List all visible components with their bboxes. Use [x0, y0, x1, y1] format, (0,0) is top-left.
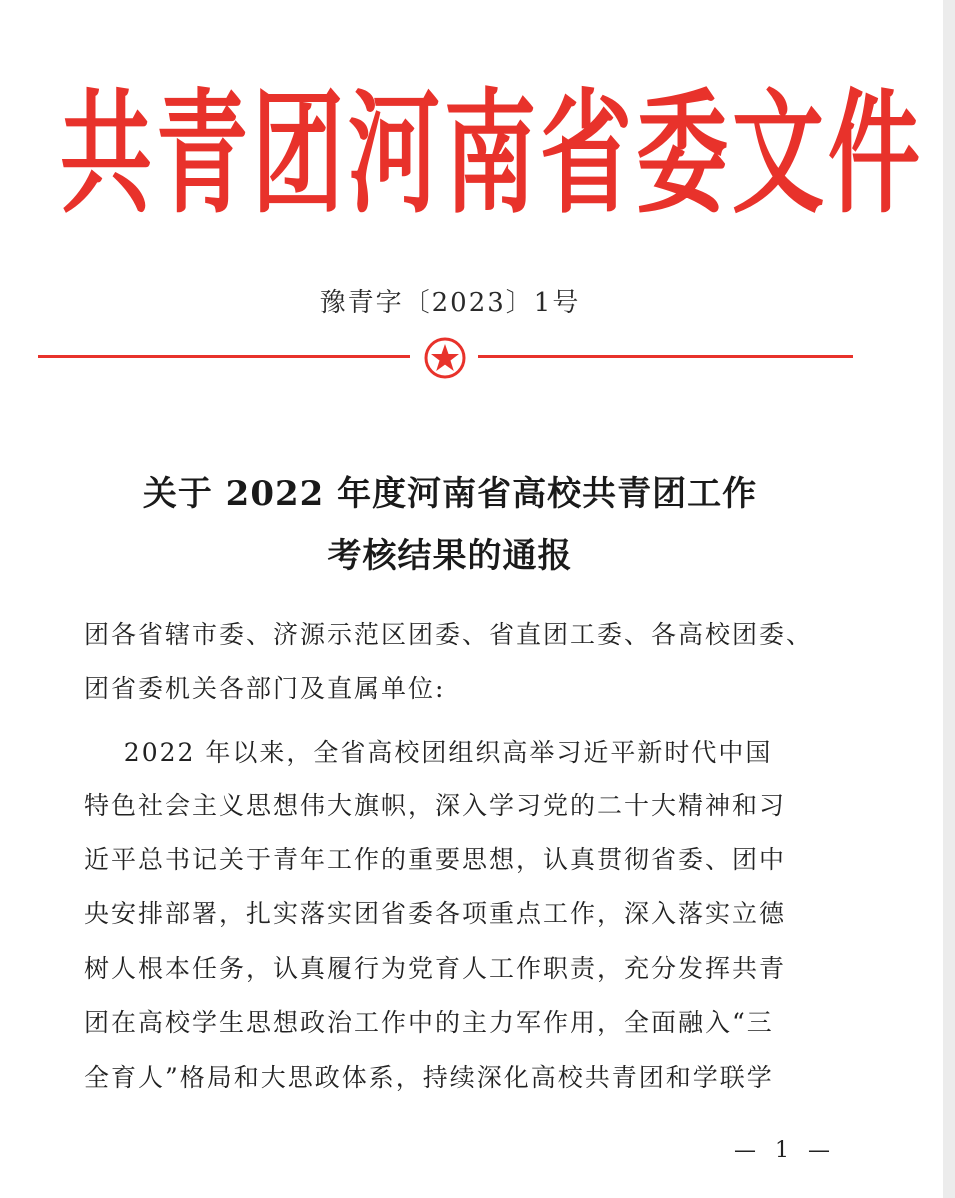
- red-separator-right: [478, 355, 853, 358]
- body-text-line: 树人根本任务，认真履行为党育人工作职责，充分发挥共青: [84, 954, 787, 983]
- body-text-line: 全育人”格局和大思政体系，持续深化高校共青团和学联学: [84, 1063, 774, 1092]
- red-separator-left: [38, 355, 410, 358]
- document-number: 豫青字〔2023〕1号: [319, 288, 581, 318]
- addressee-line: 团各省辖市委、济源示范区团委、省直团工委、各高校团委、: [84, 620, 814, 649]
- body-text-line: 近平总书记关于青年工作的重要思想，认真贯彻省委、团中: [84, 845, 787, 874]
- addressee-line: 团省委机关各部门及直属单位:: [84, 674, 446, 703]
- body-text-line: 2022 年以来，全省高校团组织高举习近平新时代中国: [84, 738, 773, 767]
- page-number: — 1 —: [734, 1138, 836, 1163]
- body-text-line: 团在高校学生思想政治工作中的主力军作用，全面融入“三: [84, 1008, 774, 1037]
- red-star-emblem-icon: [423, 336, 467, 380]
- scrollbar-track[interactable]: [943, 0, 955, 1198]
- document-title-line-2: 考核结果的通报: [327, 536, 573, 576]
- document-title-line-1: 关于 2022 年度河南省高校共青团工作: [142, 474, 758, 514]
- document-header-title: 共青团河南省委文件: [60, 76, 925, 232]
- body-text-line: 特色社会主义思想伟大旗帜，深入学习党的二十大精神和习: [84, 791, 787, 820]
- body-text-line: 央安排部署，扎实落实团省委各项重点工作，深入落实立德: [84, 899, 787, 928]
